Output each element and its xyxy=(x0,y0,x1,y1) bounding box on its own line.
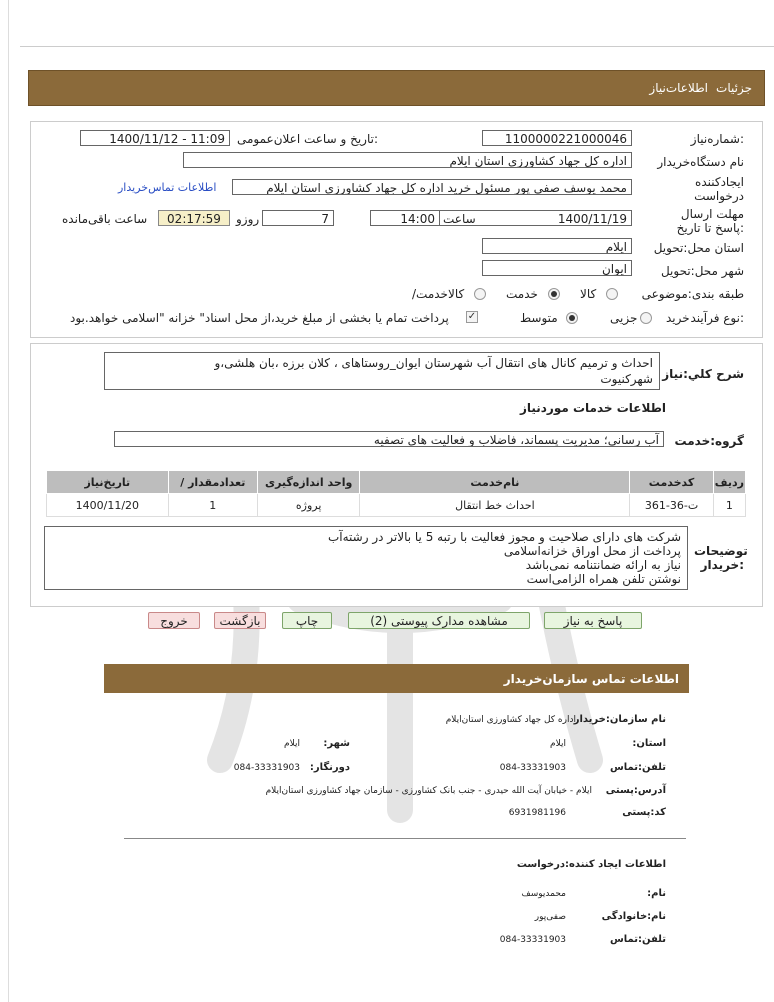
process-minor-label: جزیی xyxy=(610,311,638,325)
top-divider xyxy=(20,46,774,47)
need-number-label: شماره‌نیاز: xyxy=(690,132,744,146)
requester-title: اطلاعات ایجاد کننده:درخواست xyxy=(516,859,666,870)
creator-field: محمد یوسف صفی پور مسئول خرید اداره کل جهاد کشاورزی استان ایلام xyxy=(232,179,632,195)
cell-service-code: ت-36-361 xyxy=(630,494,713,517)
note-line: پرداخت از محل اوراق خزانه‌اسلامی xyxy=(503,544,681,558)
buyer-contact-header xyxy=(104,664,689,693)
cell-service-name: احداث خط انتقال xyxy=(360,494,630,517)
creator-label: ایجادکننده درخواست xyxy=(694,175,744,203)
category-goods-label: کالا xyxy=(580,287,597,301)
contact-province-value: ایلام xyxy=(550,739,566,749)
requester-family-value: صفی‌پور xyxy=(534,912,566,922)
note-line: شرکت های دارای صلاحیت و مجوز فعالیت با رتبه 5 یا بالاتر در رشته‌آب xyxy=(327,530,681,544)
summary-label: شرح کلي:نیاز xyxy=(662,367,744,381)
remaining-time-field: 02:17:59 xyxy=(158,210,230,226)
requester-family-label: نام:خانوادگی xyxy=(601,911,666,922)
deadline-time-label: ساعت xyxy=(443,212,476,226)
note-line: نیاز به ارائه ضمانتنامه نمی‌باشد xyxy=(525,558,681,572)
deadline-time-field: 14:00 xyxy=(370,210,440,226)
category-service-radio[interactable] xyxy=(548,288,560,300)
buyer-notes-label: توضیحات :خریدار xyxy=(694,544,748,572)
exit-button[interactable]: خروج xyxy=(148,612,200,629)
summary-text-line1: احداث و ترمیم کانال های انتقال آب شهرستان ایوان_روستاهای ، کلان برزه ،بان هلشی،و xyxy=(214,356,653,370)
contact-divider xyxy=(124,838,686,839)
category-goods-service-label: /کالاخدمت xyxy=(412,287,465,301)
buyer-contact-link[interactable]: اطلاعات تماس‌خریدار xyxy=(118,181,217,194)
deadline-date-field: 1400/11/19 xyxy=(370,210,632,226)
province-label: استان محل:تحویل xyxy=(653,241,744,255)
service-group-label: گروه:خدمت xyxy=(674,434,744,448)
buyer-org-label: نام دستگاه‌خریدار xyxy=(657,155,744,169)
col-unit: واحد اندازه‌گیری xyxy=(257,471,360,494)
summary-text-box xyxy=(104,352,660,390)
table-row xyxy=(47,494,746,517)
days-field: 7 xyxy=(262,210,334,226)
tab-details[interactable]: جزئیات xyxy=(716,81,752,95)
announce-label: تاریخ و ساعت اعلان‌عمومی: xyxy=(236,132,378,146)
cell-row: 1 xyxy=(713,494,745,517)
contact-postal-label: کد:پستی xyxy=(622,807,666,818)
col-service-code: کدخدمت xyxy=(630,471,713,494)
cell-quantity: 1 xyxy=(168,494,257,517)
contact-city-label: :شهر xyxy=(323,738,350,749)
col-quantity: / تعدادمقدار xyxy=(168,471,257,494)
buyer-notes-box xyxy=(44,526,688,590)
note-line: نوشتن تلفن همراه الزامی‌است xyxy=(526,572,681,586)
contact-province-label: :استان xyxy=(632,738,666,749)
payment-checkbox[interactable]: ✓ xyxy=(467,311,477,322)
summary-text-line2: شهرکنیوت xyxy=(600,372,653,386)
col-service-name: نام‌خدمت xyxy=(360,471,630,494)
days-label: روزو xyxy=(236,212,260,226)
reply-button[interactable]: پاسخ به نیاز xyxy=(544,612,642,629)
province-field: ایلام xyxy=(482,238,632,254)
deadline-label: مهلت ارسال :پاسخ تا تاریخ xyxy=(676,207,744,235)
need-number-field: 1100000221000046 xyxy=(482,130,632,146)
process-medium-radio[interactable] xyxy=(566,312,578,324)
buyer-org-field: اداره کل جهاد کشاورزی استان ایلام xyxy=(183,152,632,168)
contact-phone-label: تلفن:تماس xyxy=(609,762,666,773)
contact-phone-value: 084-33331903 xyxy=(499,763,566,773)
category-goods-radio[interactable] xyxy=(606,288,618,300)
cell-need-date: 1400/11/20 xyxy=(47,494,169,517)
category-label: طبقه بندی:موضوعی xyxy=(641,287,744,301)
page-header-bar xyxy=(28,70,765,106)
process-label: نوع فرآیند: xyxy=(690,311,744,325)
city-label: شهر محل:تحویل xyxy=(660,264,744,278)
requester-name-label: :نام xyxy=(647,888,666,899)
category-goods-service-radio[interactable] xyxy=(474,288,486,300)
process-medium-label: متوسط xyxy=(520,311,558,325)
category-service-label: خدمت xyxy=(506,287,538,301)
requester-name-value: محمدیوسف xyxy=(521,889,566,899)
tab-need-info[interactable]: اطلاعات‌نیاز xyxy=(649,81,708,95)
payment-note: پرداخت تمام یا بخشی از مبلغ خرید،از محل اسناد" خزانه "اسلامی خواهد.بود xyxy=(70,311,449,325)
col-row: ردیف xyxy=(713,471,745,494)
attachments-button[interactable]: مشاهده مدارک پیوستی (2) xyxy=(348,612,530,629)
contact-fax-value: 084-33331903 xyxy=(233,763,300,773)
process-buy-label: خرید xyxy=(666,311,690,325)
contact-address-value: ایلام - خیابان آیت الله حیدری - جنب بانک کشاورزی - سازمان جهاد کشاورزی استان‌ایلام xyxy=(265,786,592,796)
requester-phone-value: 084-33331903 xyxy=(499,935,566,945)
announce-field: 1400/11/12 - 11:09 xyxy=(80,130,230,146)
table-header-row xyxy=(47,471,746,494)
contact-org-label: نام سازمان:خریدار xyxy=(573,714,666,725)
print-button[interactable]: چاپ xyxy=(282,612,332,629)
remaining-label: ساعت باقی‌مانده xyxy=(62,212,148,226)
service-group-field: آب رسانی؛ مدیریت پسماند، فاضلاب و فعالیت های تصفیه xyxy=(114,431,664,447)
services-title: اطلاعات خدمات موردنیاز xyxy=(519,401,666,415)
col-need-date: تاریخ‌نیاز xyxy=(47,471,169,494)
services-table xyxy=(46,470,746,517)
back-button[interactable]: بازگشت xyxy=(214,612,266,629)
buyer-contact-title: اطلاعات تماس سازمان‌خریدار xyxy=(503,672,679,686)
requester-phone-label: تلفن:تماس xyxy=(609,934,666,945)
contact-postal-value: 6931981196 xyxy=(508,808,566,818)
contact-org-value: اداره کل جهاد کشاورزی استان‌ایلام xyxy=(445,715,576,725)
contact-fax-label: :دورنگار xyxy=(309,762,350,773)
cell-unit: پروژه xyxy=(257,494,360,517)
city-field: ایوان xyxy=(482,260,632,276)
page-left-border xyxy=(8,0,9,1002)
contact-city-value: ایلام xyxy=(284,739,300,749)
contact-address-label: آدرس:پستی xyxy=(605,785,666,796)
process-minor-radio[interactable] xyxy=(640,312,652,324)
